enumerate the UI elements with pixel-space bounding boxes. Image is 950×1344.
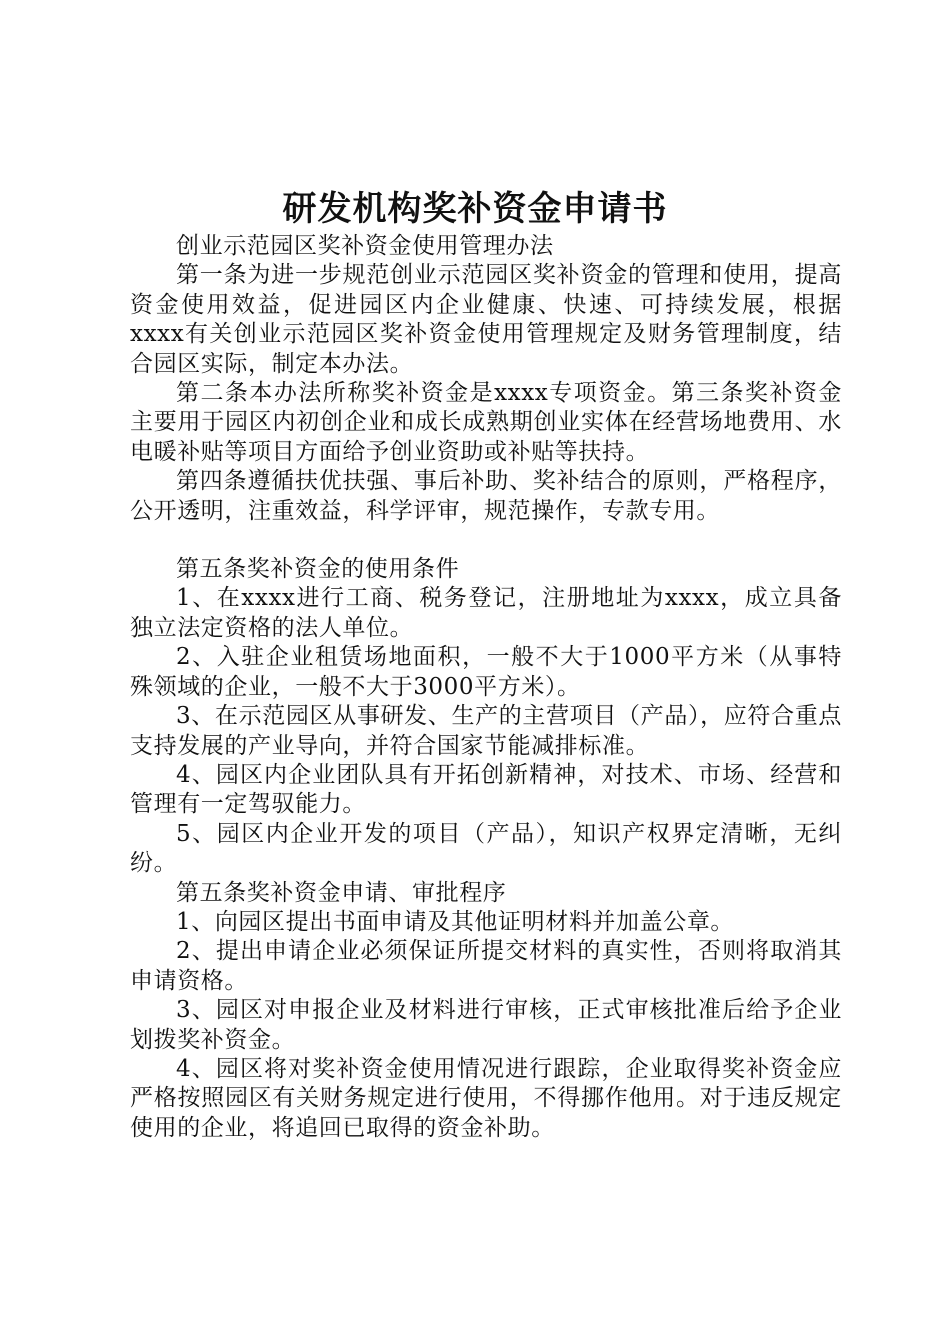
- list-item: 3、在示范园区从事研发、生产的主营项目（产品），应符合重点支持发展的产业导向，并符合国家节能减排标准。: [130, 703, 842, 759]
- list-item: 1、在xxxx进行工商、税务登记，注册地址为xxxx，成立具备独立法定资格的法人单位。: [130, 585, 842, 641]
- article-heading: 第五条奖补资金申请、审批程序: [176, 879, 507, 906]
- list-item: 1、向园区提出书面申请及其他证明材料并加盖公章。: [176, 908, 735, 935]
- article-paragraph: 第二条本办法所称奖补资金是xxxx专项资金。第三条奖补资金主要用于园区内初创企业和成长成熟期创业实体在经营场地费用、水电暖补贴等项目方面给予创业资助或补贴等扶持。: [130, 380, 842, 465]
- document-title: 研发机构奖补资金申请书: [282, 189, 668, 229]
- list-item: 2、入驻企业租赁场地面积，一般不大于1000平方米（从事特殊领域的企业，一般不大于3000平方米）。: [130, 644, 842, 700]
- list-item: 3、园区对申报企业及材料进行审核，正式审核批准后给予企业划拨奖补资金。: [130, 997, 842, 1053]
- section-heading: 创业示范园区奖补资金使用管理办法: [176, 233, 554, 259]
- article-paragraph: 第一条为进一步规范创业示范园区奖补资金的管理和使用，提高资金使用效益，促进园区内企业健康、快速、可持续发展，根据xxxx有关创业示范园区奖补资金使用管理规定及财务管理制度，结合园区实际，制定本办法。: [130, 262, 842, 377]
- list-item: 2、提出申请企业必须保证所提交材料的真实性，否则将取消其申请资格。: [130, 938, 842, 994]
- list-item: 5、园区内企业开发的项目（产品），知识产权界定清晰，无纠纷。: [130, 820, 842, 877]
- list-item: 4、园区内企业团队具有开拓创新精神，对技术、市场、经营和管理有一定驾驭能力。: [130, 761, 842, 818]
- article-heading: 第五条奖补资金的使用条件: [176, 556, 460, 583]
- article-paragraph: 第四条遵循扶优扶强、事后补助、奖补结合的原则，严格程序，公开透明，注重效益，科学评审，规范操作，专款专用。: [130, 468, 842, 524]
- document-body: [130, 232, 842, 1143]
- list-item: 4、园区将对奖补资金使用情况进行跟踪，企业取得奖补资金应严格按照园区有关财务规定进行使用，不得挪作他用。对于违反规定使用的企业，将追回已取得的资金补助。: [130, 1055, 842, 1141]
